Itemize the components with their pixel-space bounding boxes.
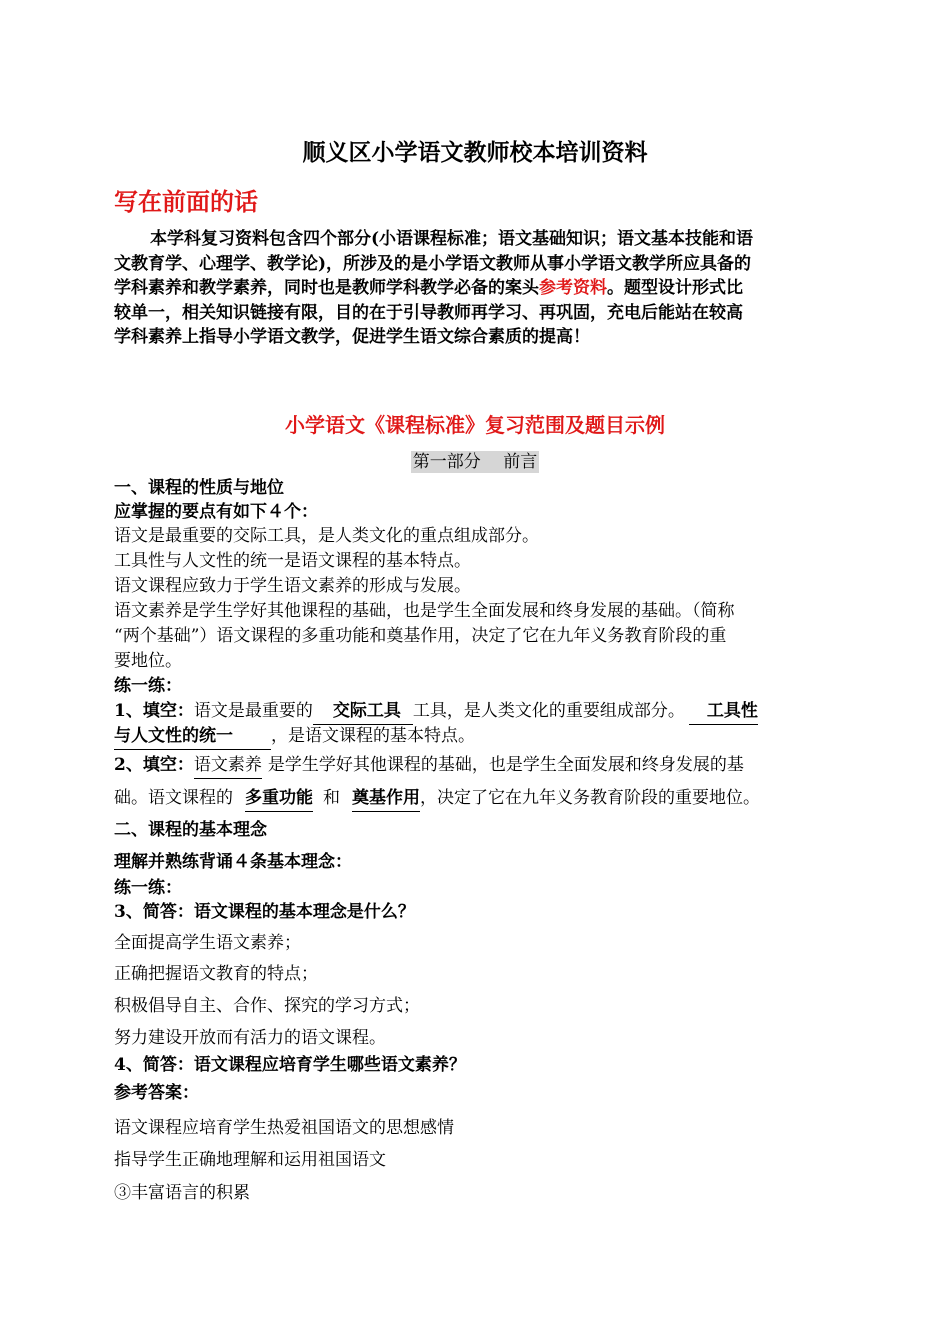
q4-answer-3: ③丰富语言的积累 xyxy=(114,1183,250,1203)
s1-point-1: 语文是最重要的交际工具，是人类文化的重点组成部分。 xyxy=(114,526,539,546)
preface-line-2: 文教育学、心理学、教学论)，所涉及的是小学语文教师从事小学语文教学所应具备的 xyxy=(114,254,752,274)
q1-answer-2: 工具性 xyxy=(689,699,758,725)
s1-point-2: 工具性与人文性的统一是语文课程的基本特点。 xyxy=(114,551,471,571)
q3-answer-1: 全面提高学生语文素养； xyxy=(114,933,301,953)
q1-text-3: ，是语文课程的基本特点。 xyxy=(271,726,475,746)
preface-line-3-text: 学科素养和教学素养，同时也是教师学科教学必备的案头 xyxy=(114,278,539,298)
s1-point-6: 要地位。 xyxy=(114,651,182,671)
q2-text-3: 和 xyxy=(323,788,340,808)
q4-answer-1: 语文课程应培育学生热爱祖国语文的思想感情 xyxy=(114,1118,454,1138)
preface-line-1: 本学科复习资料包含四个部分(小语课程标准；语文基础知识；语文基本技能和语 xyxy=(150,229,754,249)
document-title: 顺义区小学语文教师校本培训资料 xyxy=(302,139,648,166)
q1-text-1: 语文是最重要的 xyxy=(193,701,313,721)
q1-line-1 xyxy=(114,699,838,725)
preface-line-3 xyxy=(114,276,838,301)
ref-answer-label: 参考答案： xyxy=(114,1083,199,1103)
s1-points-heading: 应掌握的要点有如下４个： xyxy=(114,502,318,522)
preface-heading: 写在前面的话 xyxy=(114,187,258,216)
q1-answer-2b: 与人文性的统一 xyxy=(114,724,271,750)
q2-text-4: ，决定了它在九年义务教育阶段的重要地位。 xyxy=(420,788,760,808)
q1-label: 1、填空： xyxy=(114,701,194,721)
part-label-wrap xyxy=(0,451,950,473)
s1-point-4: 语文素养是学生学好其他课程的基础，也是学生全面发展和终身发展的基础。（简称 xyxy=(114,601,735,621)
s2-recite: 理解并熟练背诵４条基本理念： xyxy=(114,852,352,872)
s2-heading: 二、课程的基本理念 xyxy=(114,820,267,840)
q3-answer-4: 努力建设开放而有活力的语文课程。 xyxy=(114,1028,386,1048)
preface-line-5: 学科素养上指导小学语文教学，促进学生语文综合素质的提高！ xyxy=(114,327,590,347)
q2-line-1 xyxy=(114,753,838,779)
q3-answer-3: 积极倡导自主、合作、探究的学习方式； xyxy=(114,996,420,1016)
reference-word: 参考资料 xyxy=(539,278,607,298)
s1-point-5: “两个基础”）语文课程的多重功能和奠基作用，决定了它在九年义务教育阶段的重 xyxy=(114,626,727,646)
part-label: 第一部分 前言 xyxy=(412,452,538,472)
q2-text-1: 是学生学好其他课程的基础，也是学生全面发展和终身发展的基 xyxy=(267,755,744,775)
q2-label: 2、填空： xyxy=(114,755,194,775)
q2-answer-3: 奠基作用 xyxy=(352,786,420,812)
q3-question: 3、简答：语文课程的基本理念是什么？ xyxy=(114,902,415,922)
q3-answer-2: 正确把握语文教育的特点； xyxy=(114,964,318,984)
s2-practice: 练一练： xyxy=(114,878,182,898)
s1-point-3: 语文课程应致力于学生语文素养的形成与发展。 xyxy=(114,576,471,596)
q4-answer-2: 指导学生正确地理解和运用祖国语文 xyxy=(114,1150,386,1170)
q1-line-2 xyxy=(114,724,838,750)
preface-line-3-tail: 。题型设计形式比 xyxy=(607,278,743,298)
s1-practice: 练一练： xyxy=(114,676,182,696)
s1-heading: 一、课程的性质与地位 xyxy=(114,478,284,498)
section-subtitle: 小学语文《课程标准》复习范围及题目示例 xyxy=(285,413,665,437)
q1-answer-1: 交际工具 xyxy=(313,699,413,725)
q2-text-2: 础。语文课程的 xyxy=(114,788,233,808)
q2-answer-1: 语文素养 xyxy=(194,753,262,779)
q2-line-2 xyxy=(114,786,838,812)
q1-text-2: 工具，是人类文化的重要组成部分。 xyxy=(412,701,685,721)
q4-question: 4、简答：语文课程应培育学生哪些语文素养？ xyxy=(114,1055,466,1075)
q2-answer-2: 多重功能 xyxy=(245,786,313,812)
preface-line-4: 较单一，相关知识链接有限，目的在于引导教师再学习、再巩固，充电后能站在较高 xyxy=(114,303,743,323)
